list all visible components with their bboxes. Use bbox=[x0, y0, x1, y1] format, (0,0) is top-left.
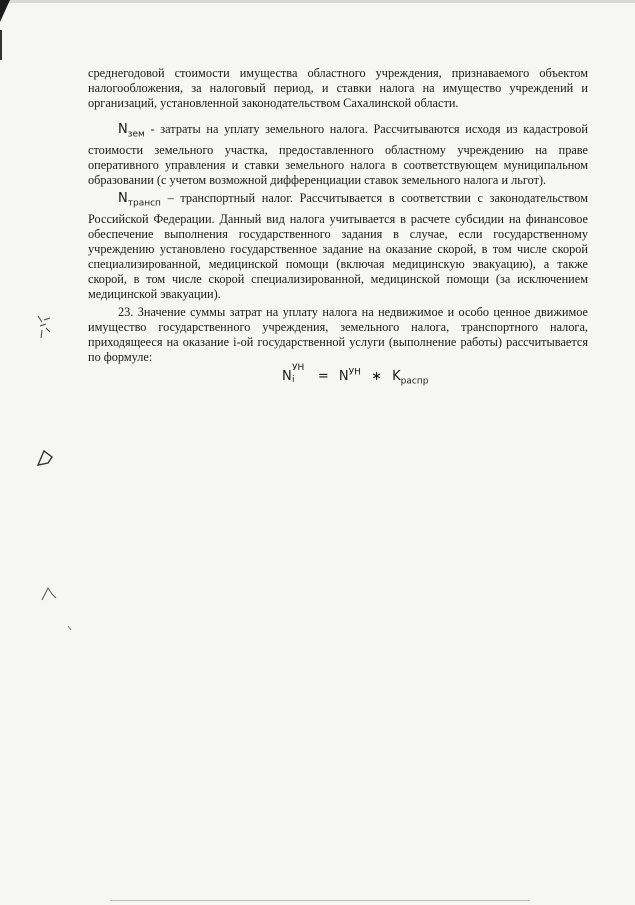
scan-edge-top bbox=[0, 0, 635, 3]
scan-speck-mark bbox=[32, 312, 56, 342]
formula-equals: = bbox=[317, 369, 329, 385]
formula-factor: $K_{распр}$ bbox=[392, 369, 429, 387]
paragraph-1-text: среднегодовой стоимости имущества областного учреждения, признаваемого объектом налогообложения, за налоговый период, и ставки налога на имущество учреждений и организаций, установленной законодательством Сахалинской области. bbox=[88, 66, 588, 110]
tax-formula bbox=[282, 363, 429, 387]
paragraph-3-text: – транспортный налог. Рассчитывается в соответствии с законодательством Российской Федерации. Данный вид налога учитывается в расчете субсидии на финансовое обеспечение выполнения государственного задания в случае, если государственному учреждению установлено государственное задание на оказание скорой, в том числе скорой специализированной, медицинской помощи (включая медицинскую эвакуацию), а также скорой, в том числе скорой специализированной, медицинской помощи (за исключением медицинской эвакуации). bbox=[88, 191, 588, 301]
land-tax-symbol: $N_{зем}$ bbox=[118, 122, 145, 140]
paragraph-4 bbox=[88, 305, 588, 365]
paragraph-1 bbox=[88, 66, 588, 111]
transport-tax-symbol: $N_{трансп}$ bbox=[118, 191, 161, 209]
paragraph-4-text: 23. Значение суммы затрат на уплату налога на недвижимое и особо ценное движимое имущество государственного учреждения, земельного налога, транспортного налога, приходящееся на оказание i-ой государственной услуги (выполнение работы) рассчитывается по формуле: bbox=[88, 305, 588, 364]
formula-operator: ∗ bbox=[371, 369, 382, 385]
scan-edge-bottom bbox=[110, 900, 530, 901]
paragraph-2 bbox=[88, 122, 588, 188]
margin-scribble-mark bbox=[38, 584, 60, 604]
formula-lhs: N УН i bbox=[282, 363, 305, 386]
margin-pen-mark bbox=[34, 447, 56, 469]
scan-edge-left bbox=[0, 30, 2, 60]
paragraph-3 bbox=[88, 191, 588, 302]
scan-corner-mark bbox=[0, 0, 10, 22]
paragraph-2-text: - затраты на уплату земельного налога. Рассчитываются исходя из кадастровой стоимости земельного участка, предоставленного областному учреждению на праве оперативного управления и ставки земельного налога в соответствующем муниципальном образовании (с учетом возможной дифференциации ставок земельного налога и льгот). bbox=[88, 122, 588, 187]
formula-rhs: $N^{УН}$ bbox=[338, 368, 361, 385]
scan-dot-mark bbox=[66, 624, 74, 632]
